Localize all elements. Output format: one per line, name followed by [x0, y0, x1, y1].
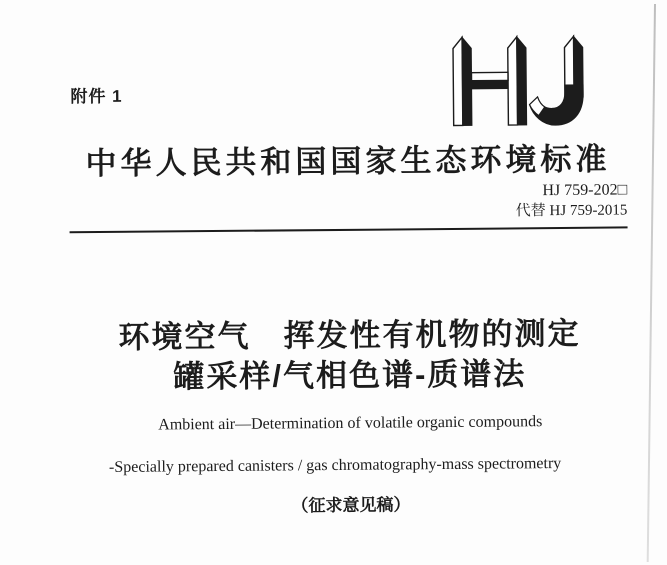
draft-stage-note: （征求意见稿） [291, 495, 411, 516]
replaces-note: 代替 HJ 759-2015 [515, 202, 628, 220]
document-title-en-line2: -Specially prepared canisters / gas chromatography-mass spectrometry [108, 455, 562, 476]
document-title-cn-line1: 环境空气 挥发性有机物的测定 [118, 315, 581, 355]
document-title-cn-line2: 罐采样/气相色谱-质谱法 [173, 356, 527, 395]
standard-code: HJ 759-202□ [542, 181, 628, 200]
document-title-en-line1: Ambient air—Determination of volatile organic compounds [158, 413, 543, 434]
standard-name-heading: 中华人民共和国国家生态环境标准 [85, 141, 611, 182]
header-divider-rule [70, 226, 628, 233]
attachment-label: 附件 1 [70, 86, 123, 107]
hj-standard-logo-icon [450, 34, 603, 129]
standard-number-block [515, 179, 627, 222]
